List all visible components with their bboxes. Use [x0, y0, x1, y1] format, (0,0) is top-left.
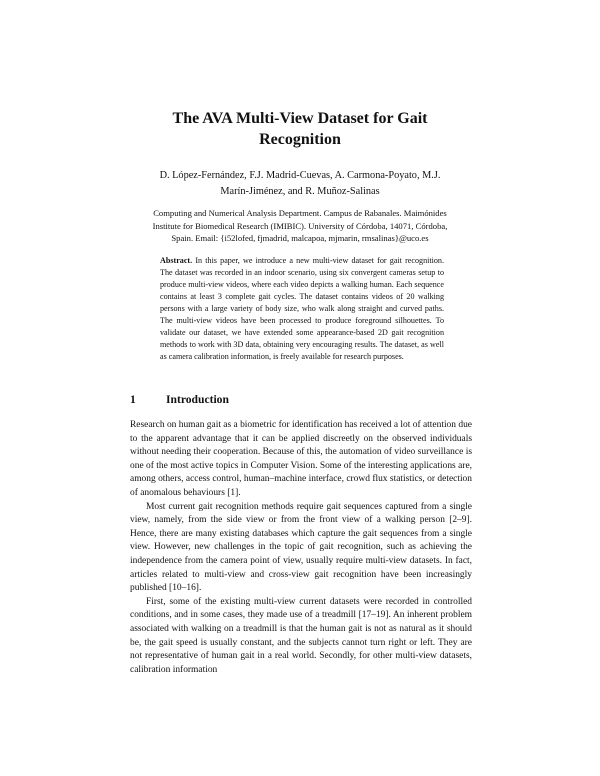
affiliation-line: Computing and Numerical Analysis Department. Campus de Rabanales. Maimónides [153, 208, 447, 218]
section-number: 1 [130, 393, 136, 406]
section-title: Introduction [166, 393, 229, 406]
title-line: The AVA Multi-View Dataset for Gait [172, 110, 428, 127]
abstract [160, 255, 444, 363]
affiliation-line: Institute for Biomedical Research (IMIBIC). University of Córdoba, 14071, Córdoba, [152, 220, 448, 231]
author-line: Marín-Jiménez, and R. Muñoz-Salinas [220, 186, 380, 197]
author-list [140, 168, 460, 200]
paper-title [130, 108, 470, 150]
paragraph: Most current gait recognition methods require gait sequences captured from a single view, namely, from the side view or from the front view of a walking person [2–9]. Hence, there are many existing databases which capture the gait sequences from a single view. However, new challenges in the topic of gait recognition, such as achieving the independence from the camera point of view, usually require multi-view datasets. In fact, articles related to multi-view and cross-view gait recognition have been increasingly published [10–16]. [130, 501, 472, 594]
body-text [130, 419, 472, 677]
title-line: Recognition [259, 131, 341, 148]
paragraph: First, some of the existing multi-view current datasets were recorded in controlled conditions, and in some cases, they made use of a treadmill [17–19]. An inherent problem associated with walking on a treadmill is that the human gait is not as natural as it should be, the gait speed is usually constant, and the subjects cannot turn right or left. They are not representative of human gait in a real world. Secondly, for other multi-view datasets, calibration information [130, 596, 472, 675]
author-line: D. López-Fernández, F.J. Madrid-Cuevas, A. Carmona-Poyato, M.J. [159, 170, 441, 181]
affiliation [130, 207, 470, 245]
affiliation-line: Spain. Email: {i52lofed, fjmadrid, malcapoa, mjmarin, rmsalinas}@uco.es [171, 233, 429, 243]
abstract-label: Abstract. [160, 256, 193, 265]
abstract-text: In this paper, we introduce a new multi-view dataset for gait recognition. The dataset was recorded in an indoor scenario, using six convergent cameras setup to produce multi-view videos, where each video depicts a walking human. Each sequence contains at least 3 complete gait cycles. The dataset contains videos of 20 walking persons with a large variety of body size, who walk along straight and curved paths. The multi-view videos have been processed to produce foreground silhouettes. To validate our dataset, we have extended some appearance-based 2D gait recognition methods to work with 3D data, obtaining very encouraging results. The dataset, as well as camera calibration information, is freely available for research purposes. [160, 256, 444, 361]
section-heading [130, 393, 470, 406]
paragraph: Research on human gait as a biometric for identification has received a lot of attention due to the apparent advantage that it can be applied discreetly on the observed individuals without needing their cooperation. Because of this, the automation of video surveillance is one of the most active topics in Computer Vision. Some of the interesting applications are, among others, access control, human–machine interface, crowd flux statistics, or detection of anomalous behaviours [1]. [130, 420, 472, 498]
